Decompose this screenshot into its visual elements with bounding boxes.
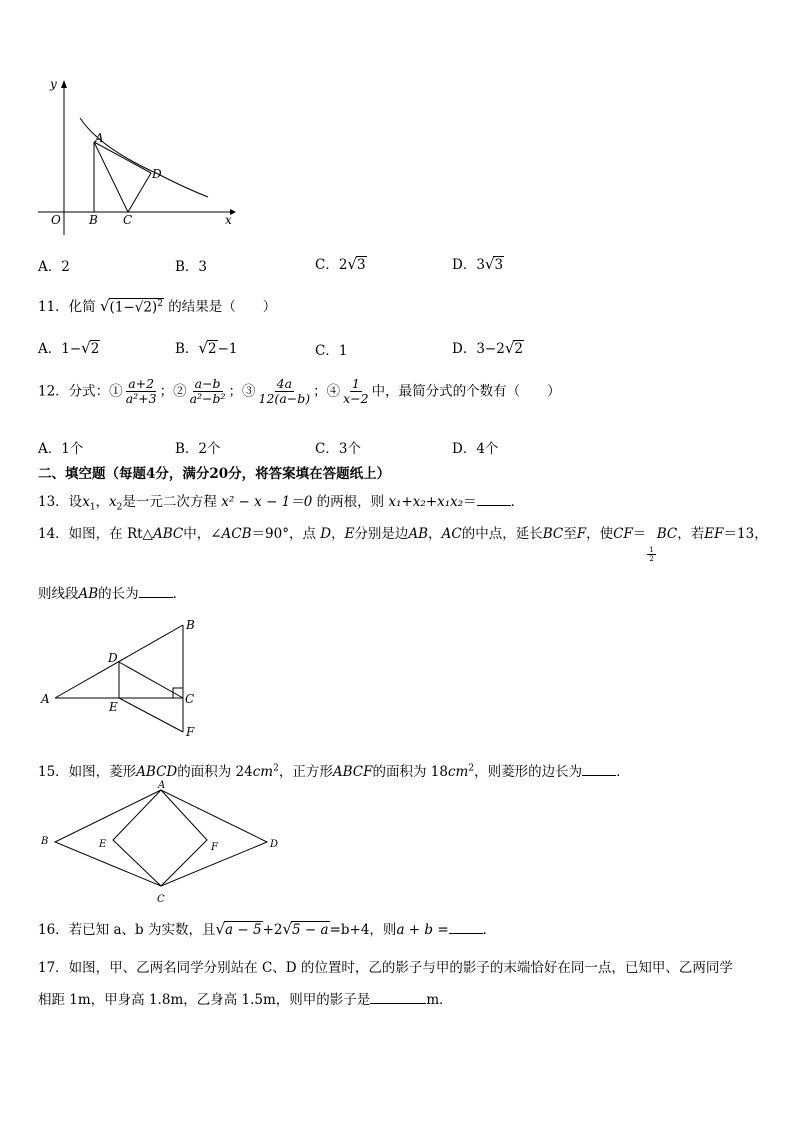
q14-half-fraction: $\frac{1}{2}$ [649,546,654,564]
q15-period: ． [616,764,630,780]
q12-stem [38,377,561,407]
q13-x1: x [82,494,90,510]
answer-blank[interactable] [477,505,511,506]
y-axis-arrow [61,80,67,88]
q14-line2-suffix: 的长为 [98,586,139,602]
q11-option-a-prefix: A．1− [38,341,82,357]
q13-x2: x [109,494,117,510]
q11-option-b-radicand: 2 [207,341,217,357]
q15-sup-2: 2 [468,763,475,774]
label-B: B [186,618,195,632]
q14-e: E [344,526,355,542]
q16-text-2: =b+4，则 [329,922,397,938]
q12-sep-3: ；③ [228,383,256,400]
q12-fraction-2: $\frac{a-b}{\text{a²−b²}}$ [189,376,226,407]
q16-plus-2: +2 [262,922,283,938]
q12-option-d: D．4个 [452,441,499,457]
q13-stem: 13．设$x_1$，$x_2$是一元二次方程 x² − x − 1＝0 的两根，则 x₁+x₂+x₁x₂＝ ． [38,494,525,513]
q17-line2-suffix: m． [426,992,453,1008]
q11-option-b-suffix: −1 [217,341,238,357]
q15-text-2: 的面积为 24 [177,764,253,780]
q14-bc2: BC [656,526,678,542]
label-A: A [41,692,50,706]
q14-period: ． [172,586,187,602]
label-F: F [186,725,195,739]
answer-blank[interactable] [582,775,616,776]
q11-option-a [38,337,100,357]
q15-abcf: ABCF [332,764,373,780]
q11-option-d-prefix: D．3−2 [452,341,505,357]
q15-stem [38,760,630,780]
figure-q15-rhombus [35,780,285,905]
q11-option-d [452,337,524,357]
q10-option-d [452,253,504,273]
q12-sep-4: ；④ [313,383,341,400]
q13-comma: ， [95,494,110,510]
segment-AC [94,142,128,212]
q14-text-8: ，若 [677,526,705,542]
q11-exp: 2 [157,298,163,309]
sqrt-sign: √ [81,339,91,357]
q15-unit-1: cm [252,764,274,780]
q11-option-c: C．1 [315,343,348,359]
sqrt-sign: √ [347,255,357,273]
q16-stem [38,918,496,938]
answer-blank[interactable] [449,933,483,934]
label-C: C [157,894,165,905]
answer-blank[interactable] [139,597,173,598]
rhombus-ABCD [55,790,267,886]
label-C: C [185,692,195,706]
q11-option-b-prefix: B． [175,341,199,357]
label-C: C [123,213,133,227]
sqrt-sign: √ [484,255,495,273]
sqrt-sign: √ [99,297,110,315]
q10-option-c [315,253,367,273]
q14-text-1: 14．如图，在 Rt△ [38,526,153,542]
q13-sub1: 1 [89,502,96,513]
label-B: B [41,836,49,847]
figure-q10-graph [30,70,250,240]
q16-radicand-1: a − 5 [225,922,262,938]
q12-suffix: 中，最简分式的个数有（ ） [371,383,561,400]
q17-line-1: 17．如图，甲、乙两名同学分别站在 C、D 的位置时，乙的影子与甲的影子的末端恰好在同一点，已知甲、乙两同学 [38,960,733,976]
q14-text-6: 至 [563,526,577,542]
q17-line2-prefix: 相距 1m，甲身高 1.8m，乙身高 1.5m，则甲的影子是 [38,992,371,1008]
q13-expression: x₁+x₂+x₁x₂ [388,494,464,510]
q14-cf: CF [613,526,633,542]
q14-abc: ABC [152,526,184,542]
label-D: D [270,839,279,850]
q15-text-3: ，正方形 [278,764,333,780]
q14-d: D [320,526,332,542]
sqrt-sign: √ [282,920,293,938]
label-F: F [211,842,218,853]
q14-acb: ACB [221,526,252,542]
q14-text-9: ＝13， [723,526,768,542]
q14-text-4: 分别是边 [354,526,409,542]
label-y: y [50,77,57,91]
q11-prefix: 11．化简 [38,299,96,315]
q14-text-5: 的中点，延长 [461,526,543,542]
q14-ac: AC [441,526,462,542]
q12-fraction-4: $\frac{1}{x-2}$ [343,376,369,407]
segment-AD [94,142,151,173]
segment-EF [119,698,183,732]
q16-text-1: 16．若已知 a、b 为实数，且 [38,922,216,938]
q12-sep-2: ；② [159,383,187,400]
label-E: E [109,700,118,714]
q14-ab2: AB [78,586,99,602]
q15-unit-2: cm [447,764,469,780]
sqrt-sign: √ [504,339,515,357]
q17-line-2 [38,988,453,1008]
q14-bc: BC [542,526,564,542]
sqrt-sign: √ [215,920,226,938]
q12-option-a: A．1个 [38,441,84,457]
label-D: D [152,167,162,181]
q14-ab: AB [408,526,429,542]
q11-radicand: $(1-√2)^2$ [109,298,163,315]
q10-option-d-prefix: D．3 [452,257,485,273]
q11-option-b [175,337,237,357]
q13-equals: ＝ [463,494,477,510]
section-2-title: 二、填空题（每题4分，满分20分，将答案填在答题纸上） [38,466,391,482]
q14-text-7: ，使 [586,526,614,542]
q12-fraction-1: $\frac{a+2}{\text{a²+3}}$ [125,376,157,407]
q14-ef: EF [704,526,724,542]
q11-stem [38,295,276,315]
label-B: B [89,213,98,227]
q14-text-2: 中，∠ [183,526,222,542]
q15-text-4: 的面积为 18 [372,764,448,780]
label-x: x [225,213,232,227]
q12-fraction-3: $\frac{4a}{12(a-b)}$ [258,376,311,407]
q16-radicand-2: 5 − a [292,922,329,938]
answer-blank[interactable] [370,1003,426,1004]
figure-q14-triangle [35,615,215,745]
q16-period: ． [482,922,497,938]
q13-sub2: 2 [116,502,123,513]
q14-line2-prefix: 则线段 [38,586,79,602]
q14-f: F [576,526,587,542]
segment-CD [128,173,151,212]
q14-stem: 14．如图，在 Rt△ABC中，∠ACB＝90°，点 D，E分别是边AB，AC的中点，延长BC至F，使CF＝ $\frac{1}{2}$ BC，若EF＝13， [38,526,768,564]
q10-option-c-prefix: C．2 [315,257,348,273]
q11-option-a-radicand: 2 [90,341,100,357]
q15-sup-1: 2 [273,763,279,774]
q13-text-1: 13．设 [38,494,83,510]
q11-option-d-radicand: 2 [514,341,523,357]
q13-text-2: 是一元二次方程 [122,494,217,510]
q14-eq: ＝ [632,526,647,542]
q12-prefix: 12．分式：① [38,383,123,400]
q14-text-3: ＝90°，点 [251,526,316,542]
q16-expression: a + b = [396,922,449,938]
q15-text-1: 15．如图，菱形 [38,764,137,780]
q15-abcd: ABCD [136,764,178,780]
q13-equation: x² − x − 1＝0 [221,494,313,510]
label-A: A [95,131,104,145]
q10-option-b: B．3 [175,259,208,275]
q12-option-b: B．2个 [175,441,221,457]
q15-text-5: ，则菱形的边长为 [474,764,583,780]
label-E: E [99,839,107,850]
q12-option-c: C．3个 [315,441,361,457]
q10-option-d-radicand: 3 [494,257,504,273]
label-A: A [158,780,166,791]
q13-text-3: 的两根，则 [316,494,385,510]
sqrt-sign: √ [198,339,208,357]
label-D: D [108,651,118,665]
q10-option-a: A．2 [38,259,70,275]
q10-option-c-radicand: 3 [356,257,366,273]
q14-line-2 [38,582,186,602]
q11-suffix: 的结果是（ ） [168,299,277,315]
label-O: O [51,213,61,227]
